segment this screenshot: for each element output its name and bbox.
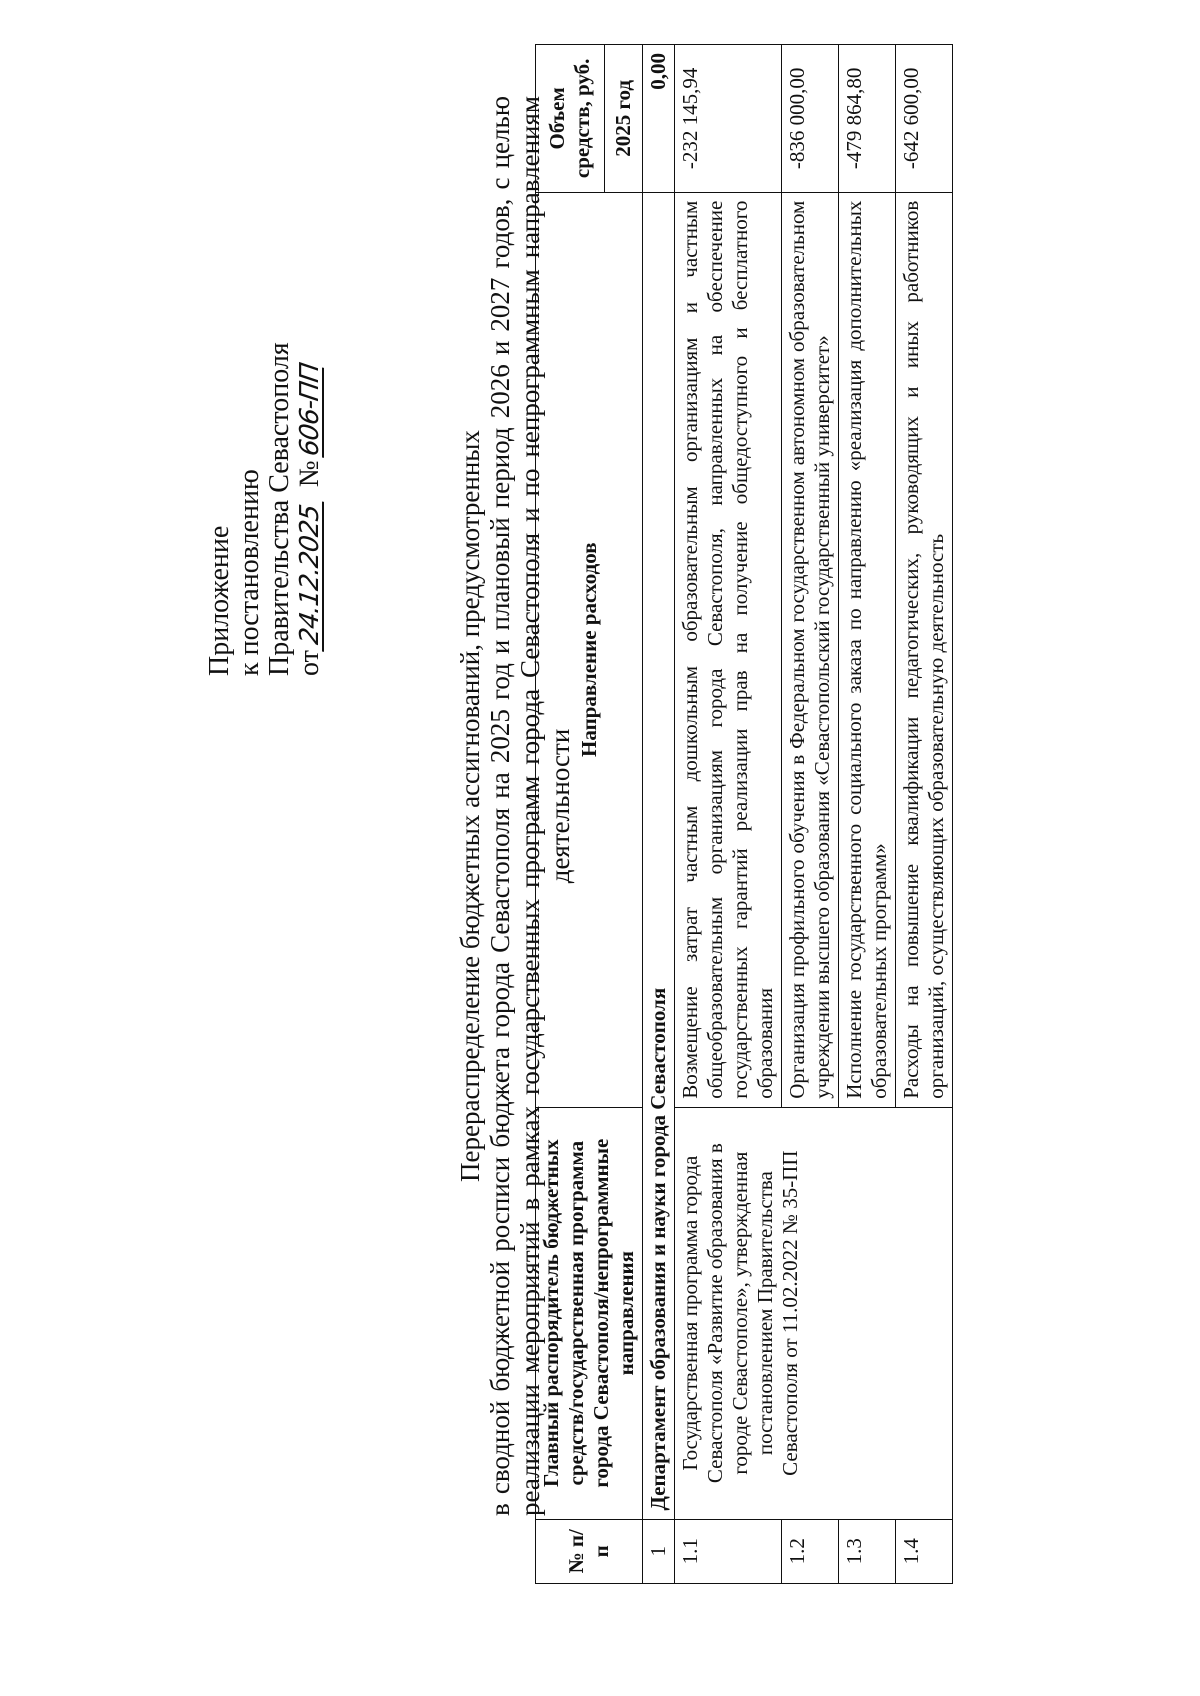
row-direction: Расходы на повышение квалификации педагогических, руководящих и иных работников организаций, осуществляющих образовательную деятельность	[896, 192, 953, 1107]
number-label: №	[294, 460, 325, 488]
row-num: 1.3	[839, 1519, 896, 1583]
header-amount: Объем средств, руб.	[536, 45, 605, 193]
header-main: Главный распорядитель бюджетных средств/государственная программа города Севастополя/непрограммные направления	[536, 1107, 643, 1519]
header-direction: Направление расходов	[536, 192, 643, 1107]
handwritten-date: 24.12.2025	[298, 498, 324, 652]
row-direction: Возмещение затрат частным дошкольным образовательным организациям и частным общеобразовательным организациям города Севастополя, направленных на обеспечение государственных гарантий реализации прав на получение общедоступного и бесплатного образования	[675, 192, 782, 1107]
date-prefix: от	[294, 650, 325, 676]
title-line-2: в сводной бюджетной росписи бюджета города Севастополя на 2025 год и плановый период 2026 и 2027 годов, с целью реализации мероприятий в рамках государственных программ города Севастополя и по непрограммным направлениям деятельности	[485, 96, 575, 1516]
title-line-1: Перераспределение бюджетных ассигнований, предусмотренных	[455, 430, 485, 1182]
row-num: 1	[643, 1519, 675, 1583]
appendix-line-2: к постановлению	[234, 469, 265, 676]
row-num: 1.1	[675, 1519, 782, 1583]
row-amount: 0,00	[643, 45, 675, 193]
row-amount: -232 145,94	[675, 45, 782, 193]
row-num: 1.4	[896, 1519, 953, 1583]
row-amount: -836 000,00	[782, 45, 839, 193]
table-row	[675, 45, 782, 1584]
budget-table	[535, 44, 953, 1584]
header-num: № п/п	[536, 1519, 643, 1583]
appendix-block	[205, 116, 325, 676]
appendix-line-1: Приложение	[204, 525, 235, 676]
row-amount: -642 600,00	[896, 45, 953, 193]
row-amount: -479 864,80	[839, 45, 896, 193]
handwritten-number: 606-ПП	[295, 362, 325, 459]
program-name: Государственная программа города Севастополя «Развитие образования в городе Севастополе», утвержденная постановлением Правительства Севастополя от 11.02.2022 № 35-ПП	[675, 1107, 953, 1519]
row-direction: Исполнение государственного социального заказа по направлению «реализация дополнительных образовательных программ»	[839, 192, 896, 1107]
department-title: Департамент образования и науки города Севастополя	[643, 192, 675, 1519]
row-num: 1.2	[782, 1519, 839, 1583]
appendix-line-3: Правительства Севастополя	[264, 342, 295, 676]
appendix-date-line	[295, 116, 325, 676]
header-year: 2025 год	[604, 45, 642, 193]
row-direction: Организация профильного обучения в Федеральном государственном автономном образовательном учреждении высшего образования «Севастопольский государственный университет»	[782, 192, 839, 1107]
table-row	[643, 45, 675, 1584]
